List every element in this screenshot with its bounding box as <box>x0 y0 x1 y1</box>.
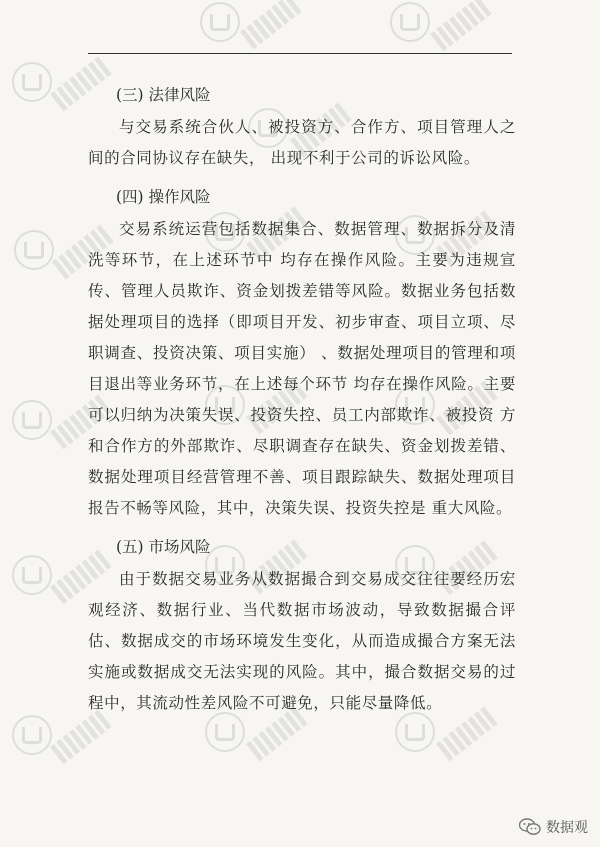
watermark-text <box>430 0 494 51</box>
header-rule <box>88 53 512 54</box>
watermark-logo-icon <box>14 230 54 270</box>
section-heading: (五) 市场风险 <box>116 538 211 556</box>
watermark-logo-icon <box>12 400 52 440</box>
watermark-logo-icon <box>200 2 240 42</box>
watermark-logo-icon <box>12 62 52 102</box>
watermark-logo-icon <box>12 555 52 595</box>
wechat-icon <box>519 818 541 836</box>
brand-footer <box>519 817 588 837</box>
section-heading: (四) 操作风险 <box>116 188 211 206</box>
section-legal-risk <box>88 78 516 174</box>
section-heading: (三) 法律风险 <box>116 86 211 104</box>
watermark-text <box>240 0 304 49</box>
section-market-risk <box>88 530 516 719</box>
section-operation-risk <box>88 180 516 524</box>
document-body <box>88 72 516 723</box>
watermark-logo-icon <box>390 2 430 42</box>
section-paragraph: 由于数据交易业务从数据撮合到交易成交往往要经历宏观经济、数据行业、当代数据市场波动，导致数据撮合评估、数据成交的市场环境发生变化，从而造成撮合方案无法实施或数据成交无法实现的风险。其中，撮合数据交易的过程中，其流动性差风险不可避免，只能尽量降低。 <box>88 570 516 712</box>
brand-name: 数据观 <box>546 820 588 836</box>
section-paragraph: 交易系统运营包括数据集合、数据管理、数据拆分及清洗等环节，在上述环节中 均存在操作风险。主要为违规宣传、管理人员欺诈、资金划拨差错等风险。数据业务包括数据处理项目的选择（即项目开发、初步审查、项目立项、尽职调查、投资决策、项目实施） 、数据处理项目的管理和项目退出等业务环节，在上述每个环节 均存在操作风险。主要可以归纳为决策失误、投资失控、员工内部欺诈、被投资 方和合作方的外部欺诈、尽职调查存在缺失、资金划拨差错、数据处理项目经营管理不善、项目跟踪缺失、数据处理项目报告不畅等风险，其中，决策失误、投资失控是 重大风险。 <box>88 220 516 517</box>
section-paragraph: 与交易系统合伙人、被投资方、合作方、项目管理人之间的合同协议存在缺失， 出现不利于公司的诉讼风险。 <box>88 118 516 167</box>
watermark-logo-icon <box>12 715 52 755</box>
